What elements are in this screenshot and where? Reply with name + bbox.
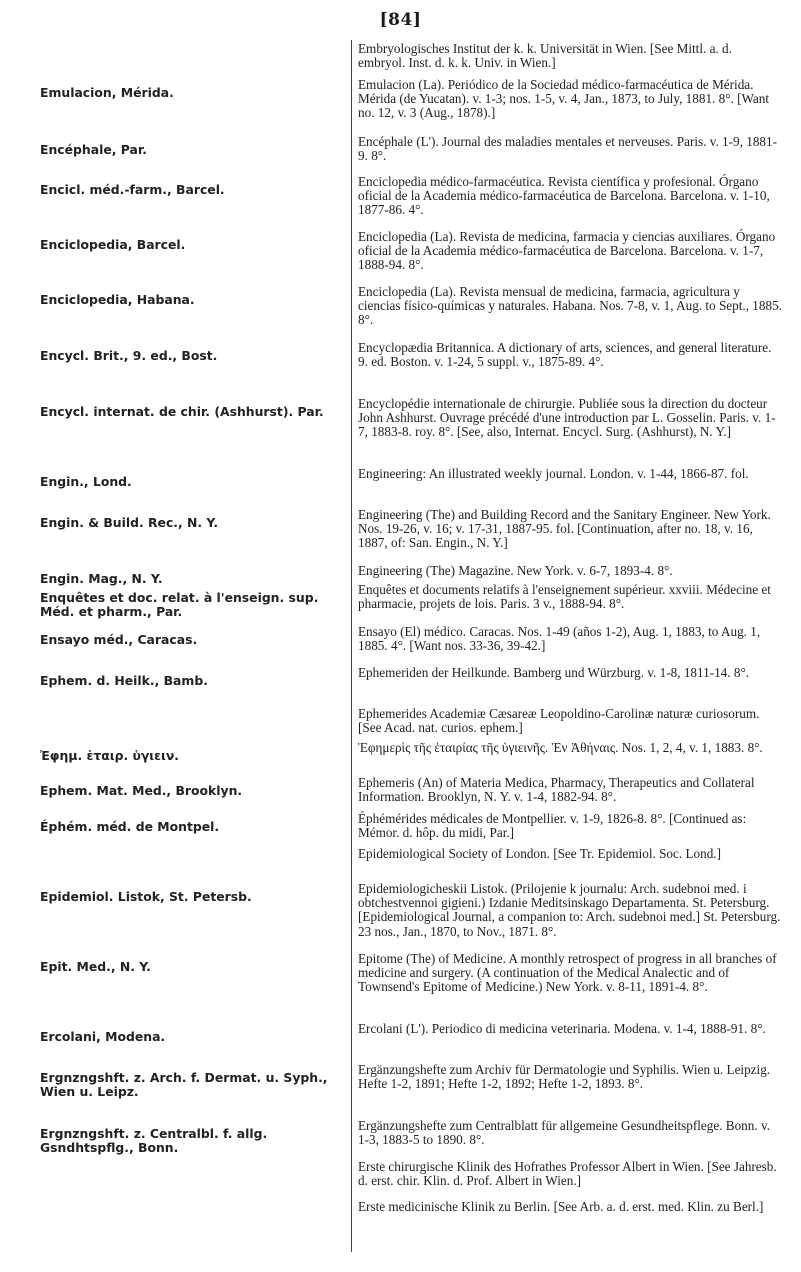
entry-abbreviation: Engin., Lond. <box>40 474 132 489</box>
page-number: [84] <box>379 10 422 30</box>
entry-abbreviation: Ἐφημ. ἑταιρ. ὑγιειν. <box>40 748 180 763</box>
entry-description: Enciclopedia médico-farmacéutica. Revista científica y profesional. Órgano oficial de la Academia médico-farmacéutica de Barcelona. Barcelona. v. 1-10, 1877-86. 4°. <box>358 174 770 218</box>
entry-abbreviation: Encicl. méd.-farm., Barcel. <box>40 182 225 197</box>
entry-abbreviation: Enciclopedia, Habana. <box>40 292 195 307</box>
entry-description: Encyclopædia Britannica. A dictionary of arts, sciences, and general literature. 9. ed. Boston. v. 1-24, 5 suppl. v., 1875-89. 4°. <box>358 340 772 370</box>
entry-abbreviation: Ephem. d. Heilk., Bamb. <box>40 673 208 688</box>
entry-description: Ephemeriden der Heilkunde. Bamberg und Würzburg. v. 1-8, 1811-14. 8°. <box>358 665 750 680</box>
entry-description: Ephemerides Academiæ Cæsareæ Leopoldino-Carolinæ naturæ curiosorum. [See Acad. nat. curios. ephem.] <box>358 706 760 736</box>
entry-description: Erste chirurgische Klinik des Hofrathes Professor Albert in Wien. [See Jahresb. d. erst. chir. Klin. d. Prof. Albert in Wien.] <box>358 1159 777 1189</box>
entry-description: Embryologisches Institut der k. k. Universität in Wien. [See Mittl. a. d. embryol. Inst. d. k. k. Univ. in Wien.] <box>358 41 732 71</box>
entry-description: Enquêtes et documents relatifs à l'enseignement supérieur. xxviii. Médecine et pharmacie, projets de lois. Paris. 3 v., 1888-94. 8°. <box>358 582 771 612</box>
entry-abbreviation: Éphém. méd. de Montpel. <box>40 819 220 834</box>
entry-abbreviation: Epit. Med., N. Y. <box>40 959 151 974</box>
entry-description: Engineering: An illustrated weekly journal. London. v. 1-44, 1866-87. fol. <box>358 466 749 481</box>
entry-description: Enciclopedia (La). Revista mensual de medicina, farmacia, agricultura y ciencias físico-químicas y naturales. Habana. Nos. 7-8, v. 1, Aug. to Sept., 1885. 8°. <box>358 284 782 328</box>
entry-description: Emulacion (La). Periódico de la Sociedad médico-farmacéutica de Mérida. Mérida (de Yucatan). v. 1-3; nos. 1-5, v. 4, Jan., 1873, to July, 1881. 8°. [Want no. 12, v. 3 (Aug., 1878).] <box>358 77 769 121</box>
entry-abbreviation: Ephem. Mat. Med., Brooklyn. <box>40 783 243 798</box>
entry-description: Engineering (The) and Building Record and the Sanitary Engineer. New York. Nos. 19-26, v. 16; v. 17-31, 1887-95. fol. [Continuation, after no. 18, v. 16, 1887, of: San. Engin., N. Y.] <box>358 507 771 551</box>
entry-description: Epidemiological Society of London. [See Tr. Epidemiol. Soc. Lond.] <box>358 846 721 861</box>
entry-abbreviation: Ergnzngshft. z. Centralbl. f. allg. Gsndhtspflg., Bonn. <box>40 1126 268 1155</box>
entry-description: Epidemiologicheskii Listok. (Prilojenie k journalu: Arch. sudebnoi med. i obtchestvennoi gigieni.) Izdanie Meditsinskago Departamenta. St. Petersburg. [Epidemiological Journal, a companion to: Arch. sudebnoi med.] St. Petersburg. 23 nos., Jan., 1870, to Nov., 1871. 8°. <box>358 881 781 939</box>
entry-description: Ensayo (El) médico. Caracas. Nos. 1-49 (años 1-2), Aug. 1, 1883, to Aug. 1, 1885. 4°. [Want nos. 33-36, 39-42.] <box>358 624 761 654</box>
entry-abbreviation: Enciclopedia, Barcel. <box>40 237 186 252</box>
entry-abbreviation: Encycl. internat. de chir. (Ashhurst). Par. <box>40 404 324 419</box>
entry-description: Ephemeris (An) of Materia Medica, Pharmacy, Therapeutics and Collateral Information. Brooklyn, N. Y. v. 1-4, 1882-94. 8°. <box>358 775 755 805</box>
entry-description: Ergänzungshefte zum Archiv für Dermatologie und Syphilis. Wien u. Leipzig. Hefte 1-2, 1891; Hefte 1-2, 1892; Hefte 1-2, 1893. 8°. <box>358 1062 771 1092</box>
entry-description: Engineering (The) Magazine. New York. v. 6-7, 1893-4. 8°. <box>358 563 673 578</box>
entry-description: Ercolani (L'). Periodico di medicina veterinaria. Modena. v. 1-4, 1888-91. 8°. <box>358 1021 766 1036</box>
entry-abbreviation: Epidemiol. Listok, St. Petersb. <box>40 889 252 904</box>
entry-abbreviation: Emulacion, Mérida. <box>40 85 174 100</box>
entry-description: Encéphale (L'). Journal des maladies mentales et nerveuses. Paris. v. 1-9, 1881-9. 8°. <box>358 134 777 164</box>
entry-description: Éphémérides médicales de Montpellier. v. 1-9, 1826-8. 8°. [Continued as: Mémor. d. hôp. du midi, Par.] <box>358 811 747 841</box>
entry-description: Encyclopédie internationale de chirurgie. Publiée sous la direction du docteur John Ashhurst. Ouvrage précédé d'une introduction par L. Gosselin. Paris. v. 1-7, 1883-8. roy. 8°. [See, also, Internat. Encycl. Surg. (Ashhurst), N. Y.] <box>358 396 776 440</box>
entry-abbreviation: Engin. Mag., N. Y. <box>40 571 163 586</box>
entry-description: Erste medicinische Klinik zu Berlin. [See Arb. a. d. erst. med. Klin. zu Berl.] <box>358 1199 764 1214</box>
entry-abbreviation: Enquêtes et doc. relat. à l'enseign. sup. Méd. et pharm., Par. <box>40 590 319 619</box>
entry-abbreviation: Encéphale, Par. <box>40 142 147 157</box>
entry-abbreviation: Encycl. Brit., 9. ed., Bost. <box>40 348 218 363</box>
entry-abbreviation: Ergnzngshft. z. Arch. f. Dermat. u. Syph., Wien u. Leipz. <box>40 1070 328 1099</box>
entry-abbreviation: Engin. & Build. Rec., N. Y. <box>40 515 219 530</box>
entry-abbreviation: Ercolani, Modena. <box>40 1029 166 1044</box>
entry-description: Ergänzungshefte zum Centralblatt für allgemeine Gesundheitspflege. Bonn. v. 1-3, 1883-5 to 1890. 8°. <box>358 1118 770 1148</box>
entry-description: Ἐφημερὶς τῆς ἑταιρίας τῆς ὑγιεινῆς. Ἐν Ἀθήναις. Nos. 1, 2, 4, v. 1, 1883. 8°. <box>358 740 763 755</box>
entry-abbreviation: Ensayo méd., Caracas. <box>40 632 198 647</box>
entry-description: Epitome (The) of Medicine. A monthly retrospect of progress in all branches of medicine and surgery. (A continuation of the Medical Analectic and of Townsend's Epitome of Medicine.) New York. v. 8-11, 1891-4. 8°. <box>358 951 777 995</box>
entry-description: Enciclopedia (La). Revista de medicina, farmacia y ciencias auxiliares. Órgano oficial de la Academia médico-farmacéutica de Barcelona. Barcelona. v. 1-7, 1888-94. 8°. <box>358 229 776 273</box>
